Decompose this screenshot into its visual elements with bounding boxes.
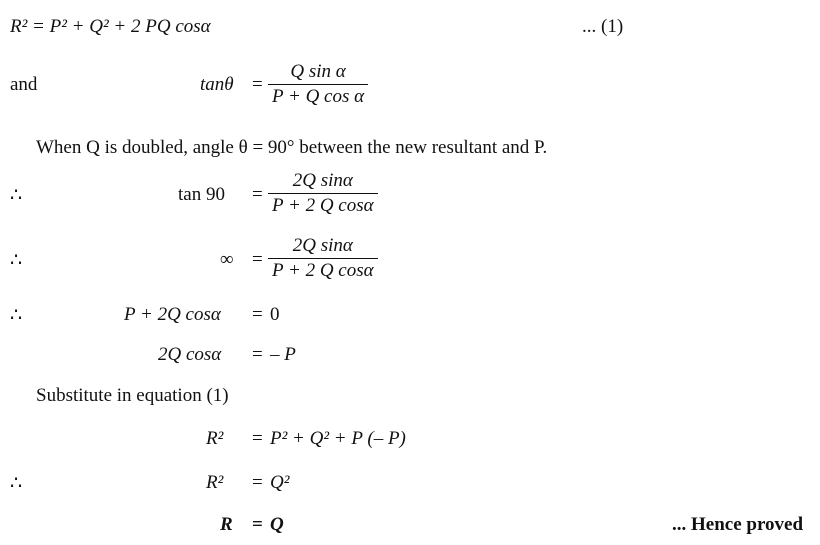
doubled-statement: When Q is doubled, angle θ = 90° between the new resultant and P.	[36, 137, 548, 158]
equation-1-text: R² = P² + Q² + 2 PQ cosα	[10, 16, 211, 37]
equation-7-rhs: P² + Q² + P (– P)	[270, 428, 406, 449]
hence-proved-tag: ... Hence proved	[672, 514, 804, 535]
equation-3-lhs: tan 90	[178, 184, 225, 205]
equation-2-numerator: Q sin α	[290, 61, 346, 82]
equation-3-denominator: P + 2 Q cosα	[268, 193, 378, 218]
equation-2-fraction	[268, 60, 368, 109]
equation-9-equals: =	[252, 514, 263, 535]
equation-4-numerator: 2Q sinα	[292, 235, 353, 256]
equation-5-equals: =	[252, 304, 263, 325]
therefore-symbol-2: ∴	[10, 250, 23, 271]
equation-3-numerator: 2Q sinα	[292, 170, 353, 191]
equation-5-lhs: P + 2Q cosα	[124, 304, 221, 325]
equation-1-tag: ... (1)	[582, 16, 624, 37]
equation-4-equals: =	[252, 249, 263, 270]
equation-5-rhs: 0	[270, 304, 280, 325]
equation-8-lhs: R²	[206, 472, 224, 493]
equation-2-lhs: tanθ	[200, 74, 234, 95]
equation-6-lhs: 2Q cosα	[158, 344, 222, 365]
therefore-symbol-1: ∴	[10, 185, 23, 206]
therefore-symbol-3: ∴	[10, 305, 23, 326]
equation-9-rhs: Q	[270, 514, 284, 535]
equation-6-rhs: – P	[270, 344, 296, 365]
equation-2-denominator: P + Q cos α	[268, 84, 368, 109]
equation-6-equals: =	[252, 344, 263, 365]
equation-1	[10, 16, 211, 38]
equation-8-rhs: Q²	[270, 472, 290, 493]
therefore-symbol-4: ∴	[10, 473, 23, 494]
equation-7-lhs: R²	[206, 428, 224, 449]
substitute-instruction: Substitute in equation (1)	[36, 385, 229, 406]
equation-4-fraction	[268, 234, 378, 283]
equation-4-lhs: ∞	[220, 249, 234, 270]
equation-2-equals: =	[252, 74, 263, 95]
equation-3-equals: =	[252, 184, 263, 205]
and-word: and	[10, 74, 38, 95]
equation-8-equals: =	[252, 472, 263, 493]
equation-4-denominator: P + 2 Q cosα	[268, 258, 378, 283]
equation-3-fraction	[268, 169, 378, 218]
equation-7-equals: =	[252, 428, 263, 449]
equation-9-lhs: R	[220, 514, 233, 535]
